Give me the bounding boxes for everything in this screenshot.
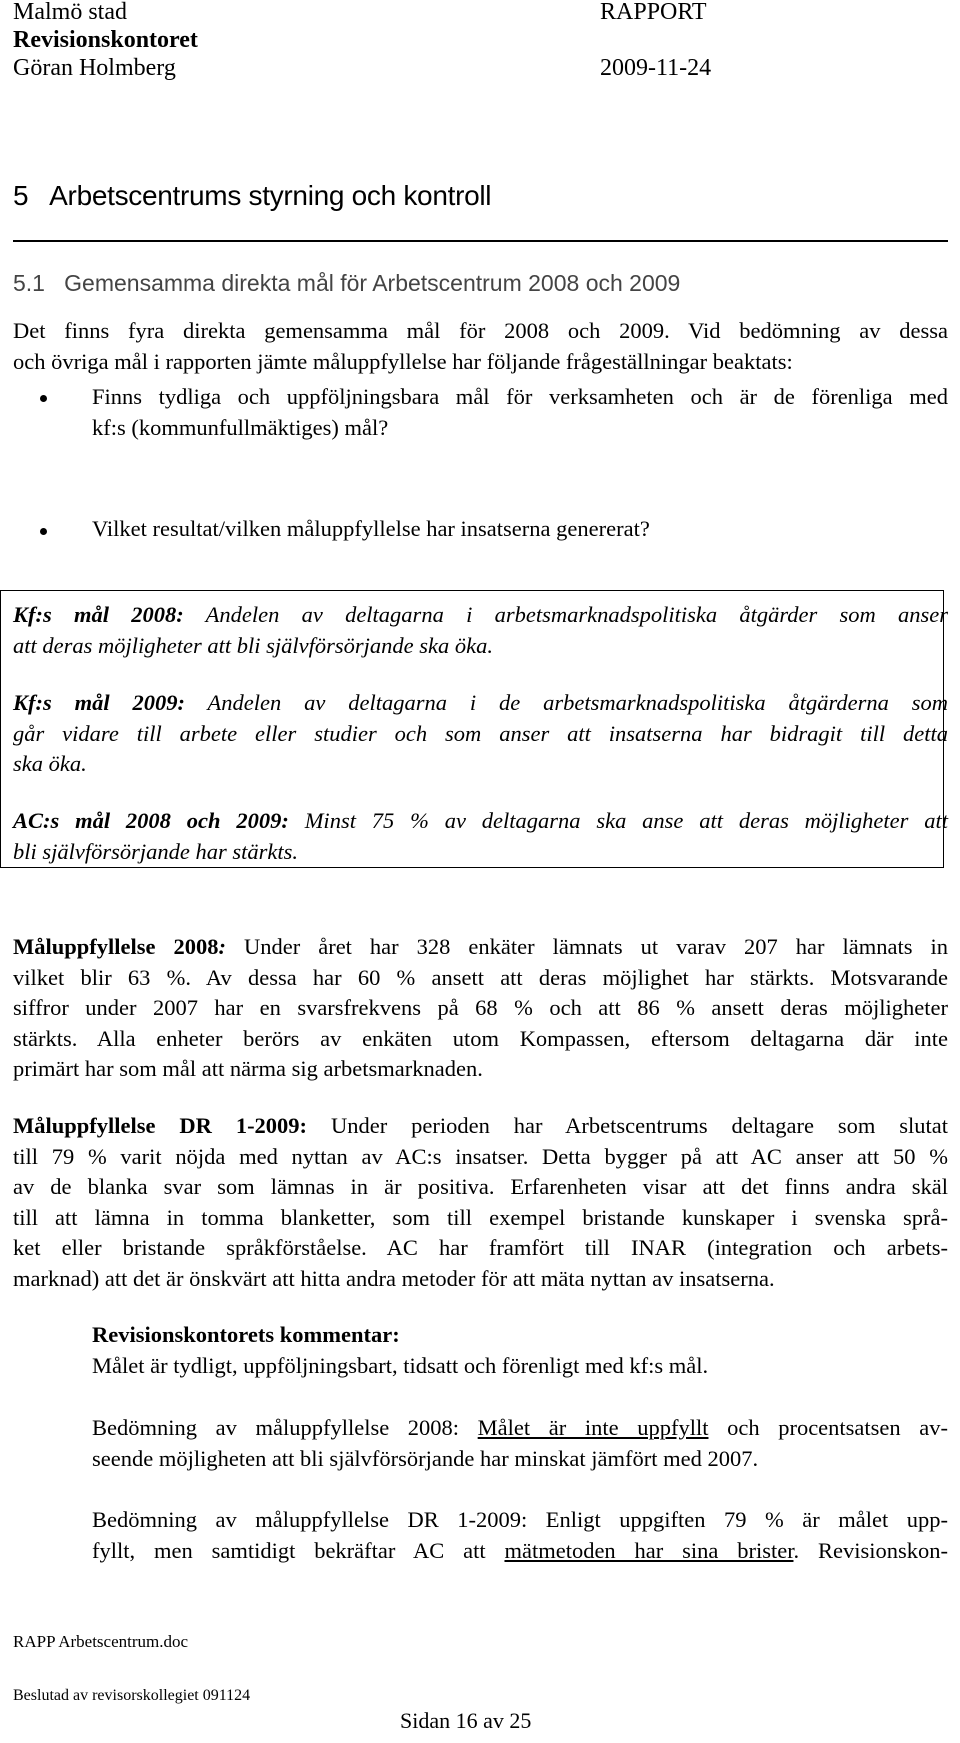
goal-label: Kf:s mål 2008: <box>13 602 184 627</box>
comment-text: seende möjligheten att bli självförsörjande har minskat jämfört med 2007. <box>92 1445 759 1471</box>
fulfilment-text: siffror under 2007 har en svarsfrekvens på 68 % och att 86 % ansett deras möjligheter <box>13 995 948 1020</box>
comment-text: . Revisionskon- <box>793 1537 948 1563</box>
fulfilment-text: Under perioden har Arbetscentrums deltagare som slutat <box>307 1113 948 1138</box>
comment-assessment-2008 <box>92 1413 948 1474</box>
header-date: 2009-11-24 <box>600 55 712 81</box>
goal-label: AC:s mål 2008 och 2009: <box>13 808 289 833</box>
goal-kf-2009 <box>13 688 948 780</box>
bullet-icon <box>40 528 47 535</box>
intro-paragraph <box>13 316 948 377</box>
fulfilment-text: Under året har 328 enkäter lämnats ut varav 207 har lämnats in <box>226 934 948 959</box>
fulfilment-2009 <box>13 1111 948 1294</box>
fulfilment-text: marknad) att det är önskvärt att hitta andra metoder för att mäta nyttan av insatserna. <box>13 1265 775 1291</box>
goal-text: Minst 75 % av deltagarna ska anse att deras möjligheter att <box>288 808 948 833</box>
header-doc-type: RAPPORT <box>600 0 707 25</box>
comment-text: Bedömning av måluppfyllelse 2008: <box>92 1415 478 1440</box>
fulfilment-text: primärt har som mål att närma sig arbetsmarknaden. <box>13 1056 483 1081</box>
goal-text: att deras möjligheter att bli självförsörjande ska öka. <box>13 632 493 658</box>
fulfilment-text: stärkts. Alla enheter berörs av enkäten utom Kompassen, eftersom deltagarna där inte <box>13 1025 948 1051</box>
comment-text: Målet är tydligt, uppföljningsbart, tidsatt och förenligt med kf:s mål. <box>92 1352 709 1378</box>
intro-line: Det finns fyra direkta gemensamma mål för 2008 och 2009. Vid bedömning av dessa <box>13 318 948 343</box>
comment-title: Revisionskontorets kommentar: <box>92 1322 400 1347</box>
bullet-line: Vilket resultat/vilken måluppfyllelse har insatserna genererat? <box>92 516 650 541</box>
footer-decided: Beslutad av revisorskollegiet 091124 <box>13 1687 251 1704</box>
fulfilment-text: till att lämna in tomma blanketter, som till exempel bristande kunskaper i svenska språ- <box>13 1204 948 1230</box>
goal-text: går vidare till arbete eller studier och som anser att insatserna har bidragit till detta <box>13 720 948 746</box>
fulfilment-text: av de blanka svar som lämnas in är positiva. Erfarenheten visar att det finns andra skäl <box>13 1174 948 1199</box>
intro-line: och övriga mål i rapporten jämte måluppfyllelse har följande frågeställningar beaktats: <box>13 348 793 374</box>
fulfilment-colon: : <box>218 934 226 959</box>
footer-page-number: Sidan 16 av 25 <box>400 1708 532 1733</box>
header-author: Göran Holmberg <box>13 55 176 81</box>
goal-text: ska öka. <box>13 751 87 776</box>
comment-assessment-2009 <box>92 1505 948 1566</box>
fulfilment-text: till 79 % varit nöjda med nyttan av AC:s insatser. Detta bygger på att AC anser att 50 % <box>13 1143 948 1169</box>
subsection-heading: 5.1 Gemensamma direkta mål för Arbetscentrum 2008 och 2009 <box>13 270 681 296</box>
footer-filename: RAPP Arbetscentrum.doc <box>13 1632 189 1651</box>
header-dept: Revisionskontoret <box>13 27 198 53</box>
bullet-icon <box>40 395 47 402</box>
heading-rule <box>13 240 948 242</box>
comment-text: Bedömning av måluppfyllelse DR 1-2009: Enligt uppgiften 79 % är målet upp- <box>92 1507 948 1532</box>
goal-text: bli självförsörjande har stärkts. <box>13 838 299 864</box>
comment-text: och procentsatsen av- <box>708 1415 949 1440</box>
goal-label: Kf:s mål 2009: <box>13 690 186 715</box>
fulfilment-label: Måluppfyllelse 2008 <box>13 934 219 959</box>
comment-text: fyllt, men samtidigt bekräftar AC att <box>92 1537 505 1563</box>
bullet-line: Finns tydliga och uppföljningsbara mål för verksamheten och är de förenliga med <box>92 384 948 409</box>
bullet-item <box>92 514 948 545</box>
fulfilment-2008 <box>13 932 948 1085</box>
bullet-line: kf:s (kommunfullmäktiges) mål? <box>92 414 389 440</box>
comment-underlined: Målet är inte uppfyllt <box>477 1415 709 1440</box>
fulfilment-text: vilket blir 63 %. Av dessa har 60 % ansett att deras möjlighet har stärkts. Motsvarande <box>13 964 948 990</box>
fulfilment-label: Måluppfyllelse DR 1-2009: <box>13 1113 308 1138</box>
goal-kf-2008 <box>13 600 948 661</box>
fulfilment-text: ket eller bristande språkförståelse. AC har framfört till INAR (integration och arbets- <box>13 1235 948 1260</box>
header-org: Malmö stad <box>13 0 127 25</box>
comment-underlined: mätmetoden har sina brister <box>504 1537 794 1563</box>
bullet-item <box>92 382 948 443</box>
goal-text: Andelen av deltagarna i arbetsmarknadspolitiska åtgärder som anser <box>183 602 948 627</box>
section-heading: 5 Arbetscentrums styrning och kontroll <box>13 180 492 211</box>
goal-ac <box>13 806 948 867</box>
goal-text: Andelen av deltagarna i de arbetsmarknadspolitiska åtgärderna som <box>185 690 948 715</box>
audit-comment <box>92 1320 948 1381</box>
